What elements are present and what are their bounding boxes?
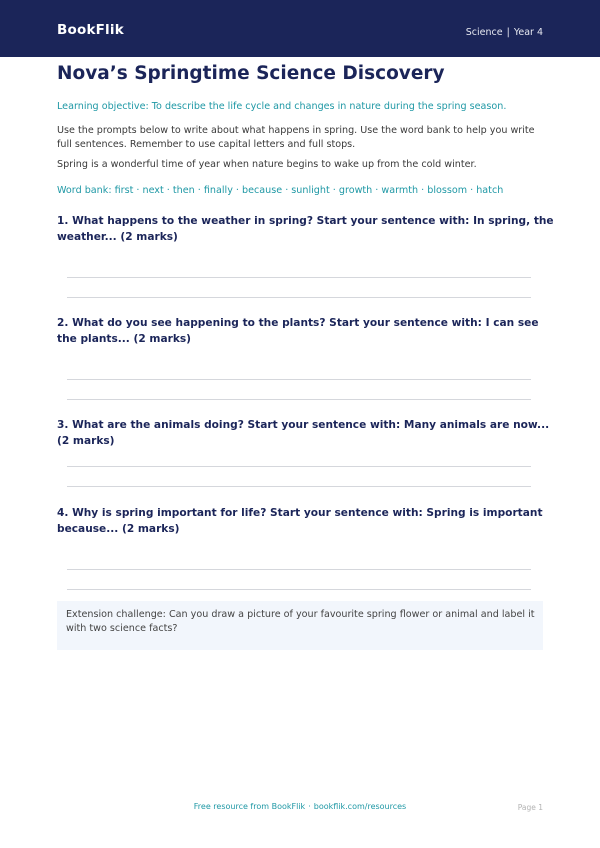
year-label: Year 4 bbox=[513, 27, 543, 38]
question-3: 3. What are the animals doing? Start your sentence with: Many animals are now... (2 marks) bbox=[57, 419, 550, 447]
page-title: Nova’s Springtime Science Discovery bbox=[57, 63, 445, 84]
answer-line-1b[interactable] bbox=[67, 297, 531, 298]
page-header bbox=[0, 0, 600, 57]
answer-line-3a[interactable] bbox=[67, 466, 531, 467]
learning-objective: Learning objective: To describe the life cycle and changes in nature during the spring season. bbox=[57, 101, 507, 112]
footer-link[interactable]: bookflik.com/resources bbox=[313, 802, 407, 811]
question-1: 1. What happens to the weather in spring? Start your sentence with: In spring, the weather... (2 marks) bbox=[57, 215, 554, 243]
question-4: 4. Why is spring important for life? Start your sentence with: Spring is important because... (2 marks) bbox=[57, 507, 543, 535]
answer-line-2a[interactable] bbox=[67, 379, 531, 380]
meta-separator: | bbox=[506, 27, 510, 38]
brand-logo: BookFlik bbox=[57, 22, 124, 38]
footer-dot: · bbox=[308, 802, 311, 811]
intro-text: Spring is a wonderful time of year when nature begins to wake up from the cold winter. bbox=[57, 159, 477, 170]
extension-text: Extension challenge: Can you draw a picture of your favourite spring flower or animal and label it with two science facts? bbox=[66, 609, 535, 634]
footer-left-text: Free resource from BookFlik bbox=[193, 802, 306, 811]
subject-year bbox=[466, 27, 543, 38]
subject-label: Science bbox=[465, 27, 503, 38]
question-2: 2. What do you see happening to the plants? Start your sentence with: I can see the plants... (2 marks) bbox=[57, 317, 539, 345]
answer-line-1a[interactable] bbox=[67, 277, 531, 278]
page-number: Page 1 bbox=[517, 803, 543, 812]
answer-line-4a[interactable] bbox=[67, 569, 531, 570]
answer-line-4b[interactable] bbox=[67, 589, 531, 590]
answer-line-3b[interactable] bbox=[67, 486, 531, 487]
answer-line-2b[interactable] bbox=[67, 399, 531, 400]
extension-box bbox=[57, 601, 543, 650]
word-bank: Word bank: first · next · then · finally · because · sunlight · growth · warmth · blossom · hatch bbox=[57, 185, 504, 196]
page-footer bbox=[0, 802, 600, 811]
instructions-text: Use the prompts below to write about what happens in spring. Use the word bank to help you write full sentences. Remember to use capital letters and full stops. bbox=[57, 125, 535, 150]
